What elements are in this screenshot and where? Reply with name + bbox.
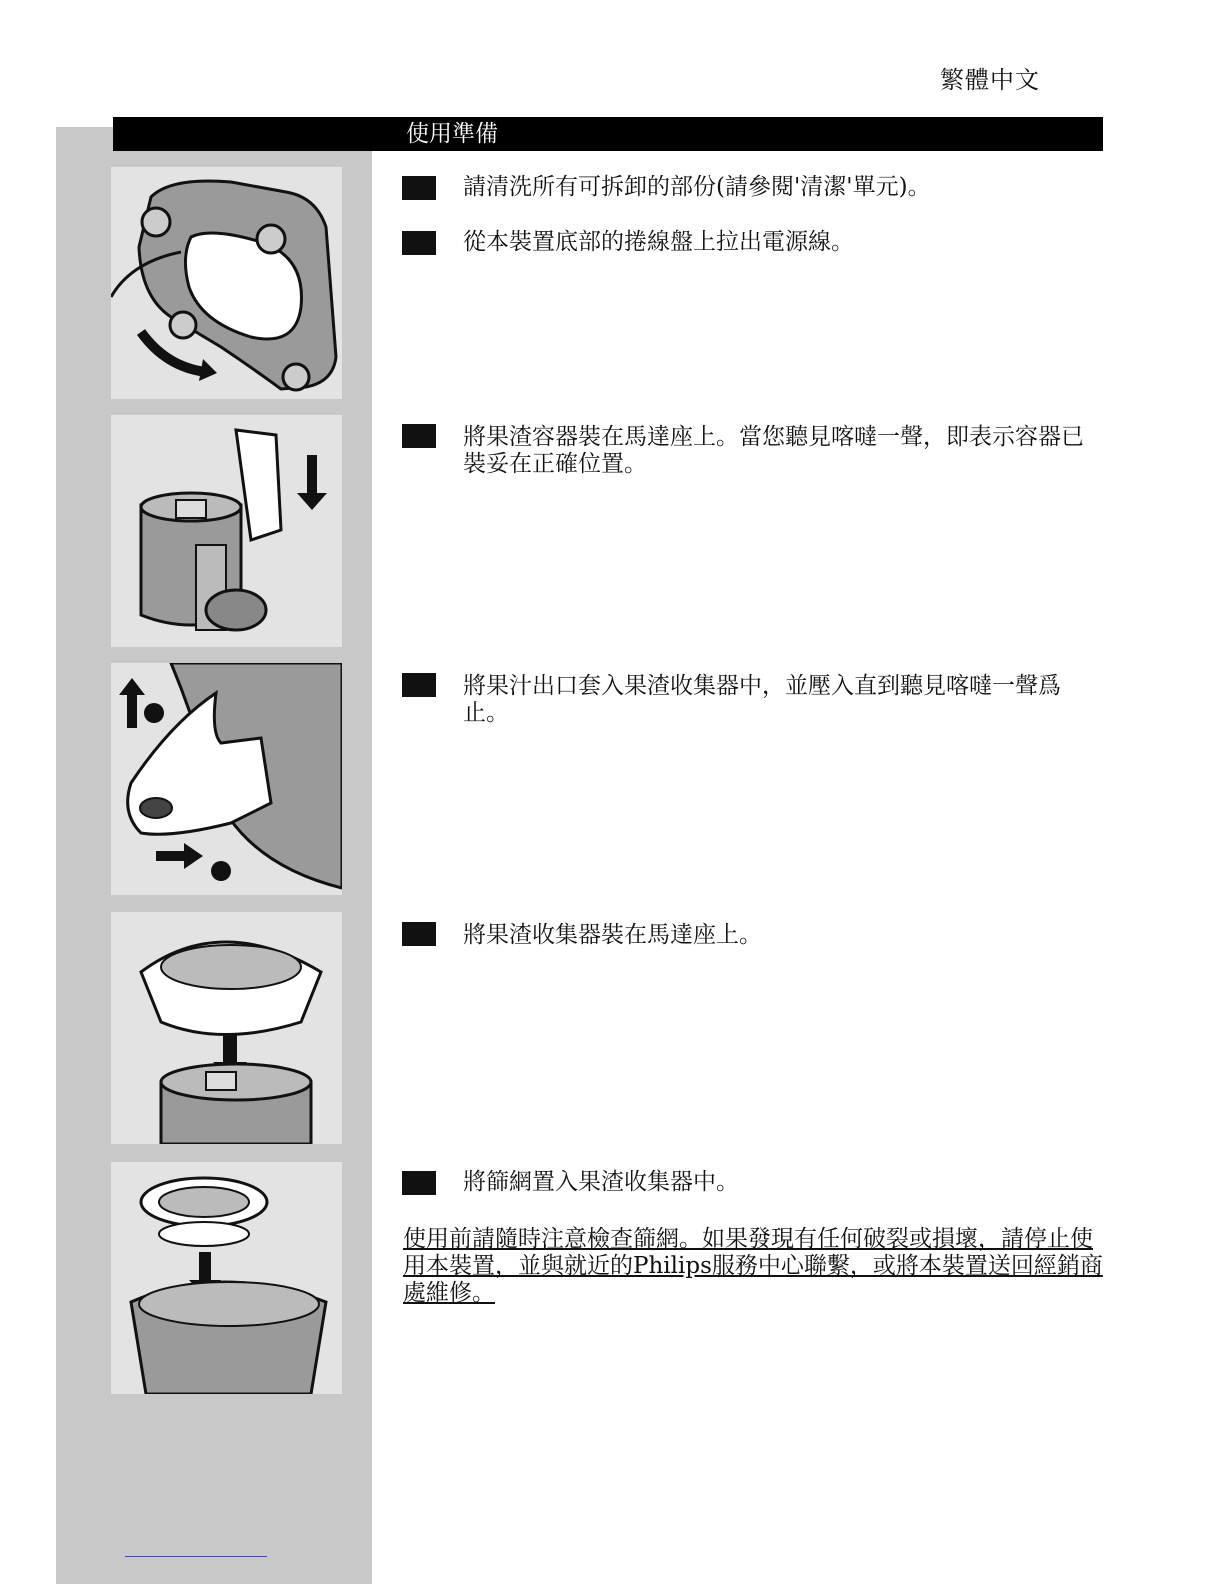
- step-text: 將篩網置入果渣收集器中。: [463, 1169, 739, 1195]
- sieve-warning-note: 使用前請隨時注意檢查篩網。如果發現有任何破裂或損壞，請停止使用本裝置，並與就近的Philips服務中心聯繫，或將本裝置送回經銷商處維修。: [403, 1226, 1103, 1306]
- pulp-collector-mount-icon: [111, 912, 342, 1144]
- step-marker: [402, 424, 436, 448]
- footer-link-line[interactable]: [125, 1556, 267, 1557]
- section-header-bar: [113, 117, 1103, 151]
- step-text: 將果渣容器裝在馬達座上。當您聽見喀噠一聲，即表示容器已裝妥在正確位置。: [463, 424, 1084, 477]
- step-marker: [402, 231, 436, 255]
- step-text: 請清洗所有可拆卸的部份(請參閱'清潔'單元)。: [463, 174, 931, 200]
- juice-spout-attach-icon: [111, 663, 342, 895]
- sieve-insert-icon: [111, 1162, 342, 1394]
- step-text: 將果汁出口套入果渣收集器中，並壓入直到聽見喀噠一聲爲止。: [463, 673, 1061, 726]
- step-marker: [402, 176, 436, 200]
- cord-reel-bottom-icon: [111, 167, 342, 399]
- step-text: 將果渣收集器裝在馬達座上。: [463, 922, 762, 948]
- step-marker: [402, 922, 436, 946]
- step-marker: [402, 1171, 436, 1195]
- step-text: 從本裝置底部的捲線盤上拉出電源線。: [463, 229, 854, 255]
- pulp-container-mount-icon: [111, 415, 342, 647]
- section-title: 使用準備: [406, 121, 498, 147]
- language-label: 繁體中文: [940, 66, 1040, 94]
- step-marker: [402, 673, 436, 697]
